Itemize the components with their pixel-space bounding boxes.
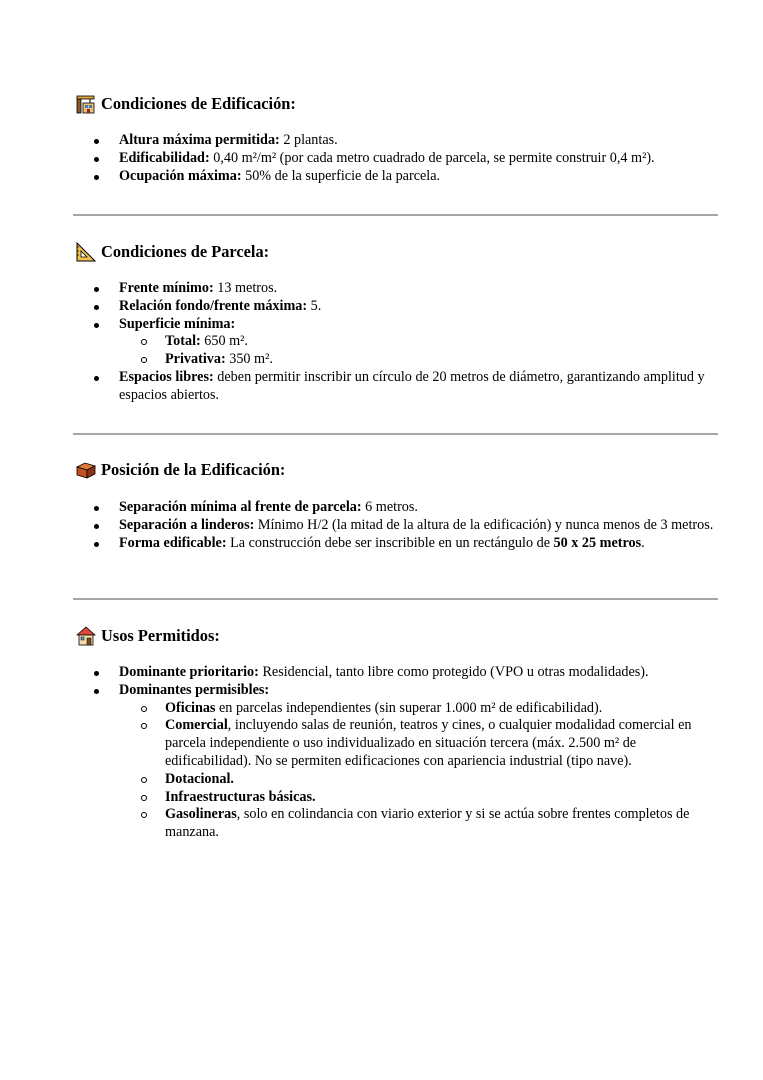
house-icon — [76, 626, 96, 646]
set-square-icon — [76, 242, 96, 262]
brick-icon — [76, 460, 96, 480]
sublist-item: Comercial, incluyendo salas de reunión, teatros y cines, o cualquier modalidad comercial en parcela independiente o uso individualizado en situación tercera (máx. 2.500 m² de edificabilidad). No se permiten edificaciones con apariencia industrial (tipo nave). — [119, 717, 719, 770]
section-heading-parcela — [76, 242, 269, 262]
sublist-item: Oficinas en parcelas independientes (sin superar 1.000 m² de edificabilidad). — [119, 700, 719, 718]
building-crane-icon — [76, 94, 96, 114]
list-posicion — [0, 499, 763, 552]
sublist-item: Total: 650 m². — [119, 333, 719, 351]
list-item: Separación mínima al frente de parcela: 6 metros. — [0, 499, 763, 517]
divider — [73, 598, 718, 600]
list-item: Forma edificable: La construcción debe ser inscribible en un rectángulo de 50 x 25 metros. — [0, 535, 763, 553]
section-title: Usos Permitidos: — [101, 626, 220, 646]
list-item: Superficie mínima: Total: 650 m². Privativa: 350 m². — [0, 316, 763, 369]
list-item: Espacios libres: deben permitir inscribir un círculo de 20 metros de diámetro, garantizando amplitud y espacios abiertos. — [0, 369, 763, 405]
list-edificacion — [0, 132, 763, 185]
divider — [73, 214, 718, 216]
section-title: Condiciones de Parcela: — [101, 242, 270, 262]
sublist-item: Infraestructuras básicas. — [119, 789, 719, 807]
sublist-item: Privativa: 350 m². — [119, 351, 719, 369]
list-item: Altura máxima permitida: 2 plantas. — [0, 132, 763, 150]
list-usos — [0, 664, 763, 842]
sublist — [119, 333, 719, 369]
section-heading-usos — [76, 626, 220, 646]
list-item: Frente mínimo: 13 metros. — [0, 280, 763, 298]
section-title: Condiciones de Edificación: — [101, 94, 296, 114]
section-heading-edificacion — [76, 94, 296, 114]
divider — [73, 433, 718, 435]
list-parcela — [0, 280, 763, 405]
list-item: Relación fondo/frente máxima: 5. — [0, 298, 763, 316]
list-item: Dominante prioritario: Residencial, tanto libre como protegido (VPO u otras modalidades). — [0, 664, 763, 682]
section-title: Posición de la Edificación: — [101, 460, 286, 480]
list-item: Edificabilidad: 0,40 m²/m² (por cada metro cuadrado de parcela, se permite construir 0,4 m²). — [0, 150, 763, 168]
list-item: Dominantes permisibles: Oficinas en parcelas independientes (sin superar 1.000 m² de edificabilidad). Comercial, incluyendo salas de reunión, teatros y cines, o cualquier modalidad comercial en parcela independiente o uso individualizado en situación tercera (máx. 2.500 m² de edificabilidad). No se permiten edificaciones con apariencia industrial (tipo nave). Dotacional. Infraestructuras básicas. Gasolineras, solo en colindancia con viario exterior y si se actúa sobre frentes completos de manzana. — [0, 682, 763, 842]
list-item: Ocupación máxima: 50% de la superficie de la parcela. — [0, 168, 763, 186]
sublist-item: Gasolineras, solo en colindancia con viario exterior y si se actúa sobre frentes completos de manzana. — [119, 806, 719, 842]
sublist — [119, 700, 719, 842]
section-heading-posicion — [76, 460, 285, 480]
list-item: Separación a linderos: Mínimo H/2 (la mitad de la altura de la edificación) y nunca menos de 3 metros. — [0, 517, 763, 535]
sublist-item: Dotacional. — [119, 771, 719, 789]
